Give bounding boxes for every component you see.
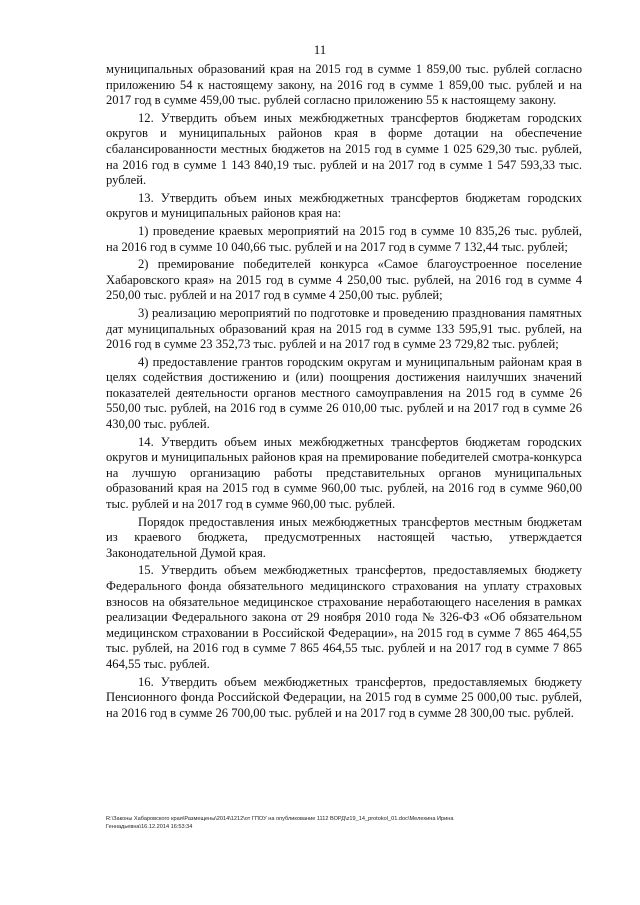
- page-number: 11: [313, 42, 327, 57]
- paragraph-item-12: 12. Утвердить объем иных межбюджетных трансфертов бюджетам городских округов и муниципальных районов края в форме дотации на обеспечение сбалансированности местных бюджетов на 2015 год в сумме 1 025 629,30 тыс. рублей, на 2016 год в сумме 1 143 840,19 тыс. рублей и на 2017 год в сумме 1 547 593,33 тыс. рублей.: [106, 110, 582, 188]
- paragraph-subitem-2: 2) премирование победителей конкурса «Самое благоустроенное поселение Хабаровского края» на 2015 год в сумме 4 250,00 тыс. рублей, на 2016 год в сумме 4 250,00 тыс. рублей и на 2017 год в сумме 4 250,00 тыс. рублей;: [106, 257, 582, 303]
- paragraph-subitem-3: 3) реализацию мероприятий по подготовке и проведению празднования памятных дат муниципальных образований края на 2015 год в сумме 133 595,91 тыс. рублей, на 2016 год в сумме 23 352,73 тыс. рублей и на 2017 год в сумме 23 729,82 тыс. рублей;: [106, 305, 582, 352]
- footer-path-line: R:\Законы Хабаровского края\Размещены\2014\1212\от ГПОУ на опубликование 1112 ВОРД\z19_14_protokol_01.doc\Мелехина Ирина: [106, 816, 454, 822]
- document-body: [106, 62, 582, 723]
- paragraph-item-15: 15. Утвердить объем межбюджетных трансфертов, предоставляемых бюджету Федерального фонда обязательного медицинского страхования на уплату страховых взносов на обязательное медицинское страхование неработающего населения в рамках реализации Федерального закона от 29 ноября 2010 года № 326-ФЗ «Об обязательном медицинском страховании в Российской Федерации», на 2015 год в сумме 7 865 464,55 тыс. рублей, на 2016 год в сумме 7 865 464,55 тыс. рублей и на 2017 год в сумме 7 865 464,55 тыс. рублей.: [106, 563, 582, 671]
- paragraph-subitem-1: 1) проведение краевых мероприятий на 2015 год в сумме 10 835,26 тыс. рублей, на 2016 год в сумме 10 040,66 тыс. рублей и на 2017 год в сумме 7 132,44 тыс. рублей;: [106, 223, 582, 254]
- paragraph-continuation: муниципальных образований края на 2015 год в сумме 1 859,00 тыс. рублей согласно приложению 54 к настоящему закону, на 2016 год в сумме 1 859,00 тыс. рублей и на 2017 год в сумме 459,00 тыс. рублей согласно приложению 55 к настоящему закону.: [106, 62, 582, 108]
- paragraph-item-16: 16. Утвердить объем межбюджетных трансфертов, предоставляемых бюджету Пенсионного фонда Российской Федерации, на 2015 год в сумме 25 000,00 тыс. рублей, на 2016 год в сумме 26 700,00 тыс. рублей и на 2017 год в сумме 28 300,00 тыс. рублей.: [106, 674, 582, 720]
- paragraph-procedure: Порядок предоставления иных межбюджетных трансфертов местным бюджетам из краевого бюджета, предусмотренных настоящей частью, утверждается Законодательной Думой края.: [106, 514, 582, 560]
- paragraph-item-13: 13. Утвердить объем иных межбюджетных трансфертов бюджетам городских округов и муниципальных районов края на:: [106, 190, 582, 221]
- paragraph-item-14: 14. Утвердить объем иных межбюджетных трансфертов бюджетам городских округов и муниципальных районов края на премирование победителей смотра-конкурса на лучшую организацию работы представительных органов муниципальных образований края на 2015 год в сумме 960,00 тыс. рублей, на 2016 год в сумме 960,00 тыс. рублей и на 2017 год в сумме 960,00 тыс. рублей.: [106, 434, 582, 512]
- paragraph-subitem-4: 4) предоставление грантов городским округам и муниципальным районам края в целях содействия достижению и (или) поощрения достижения наилучших значений показателей деятельности органов местного самоуправления на 2015 год в сумме 26 550,00 тыс. рублей, на 2016 год в сумме 26 010,00 тыс. рублей и на 2017 год в сумме 26 430,00 тыс. рублей.: [106, 354, 582, 432]
- document-footer: [106, 815, 582, 831]
- footer-author-line: Геннадьевна\16.12.2014 16:53:34: [106, 824, 193, 830]
